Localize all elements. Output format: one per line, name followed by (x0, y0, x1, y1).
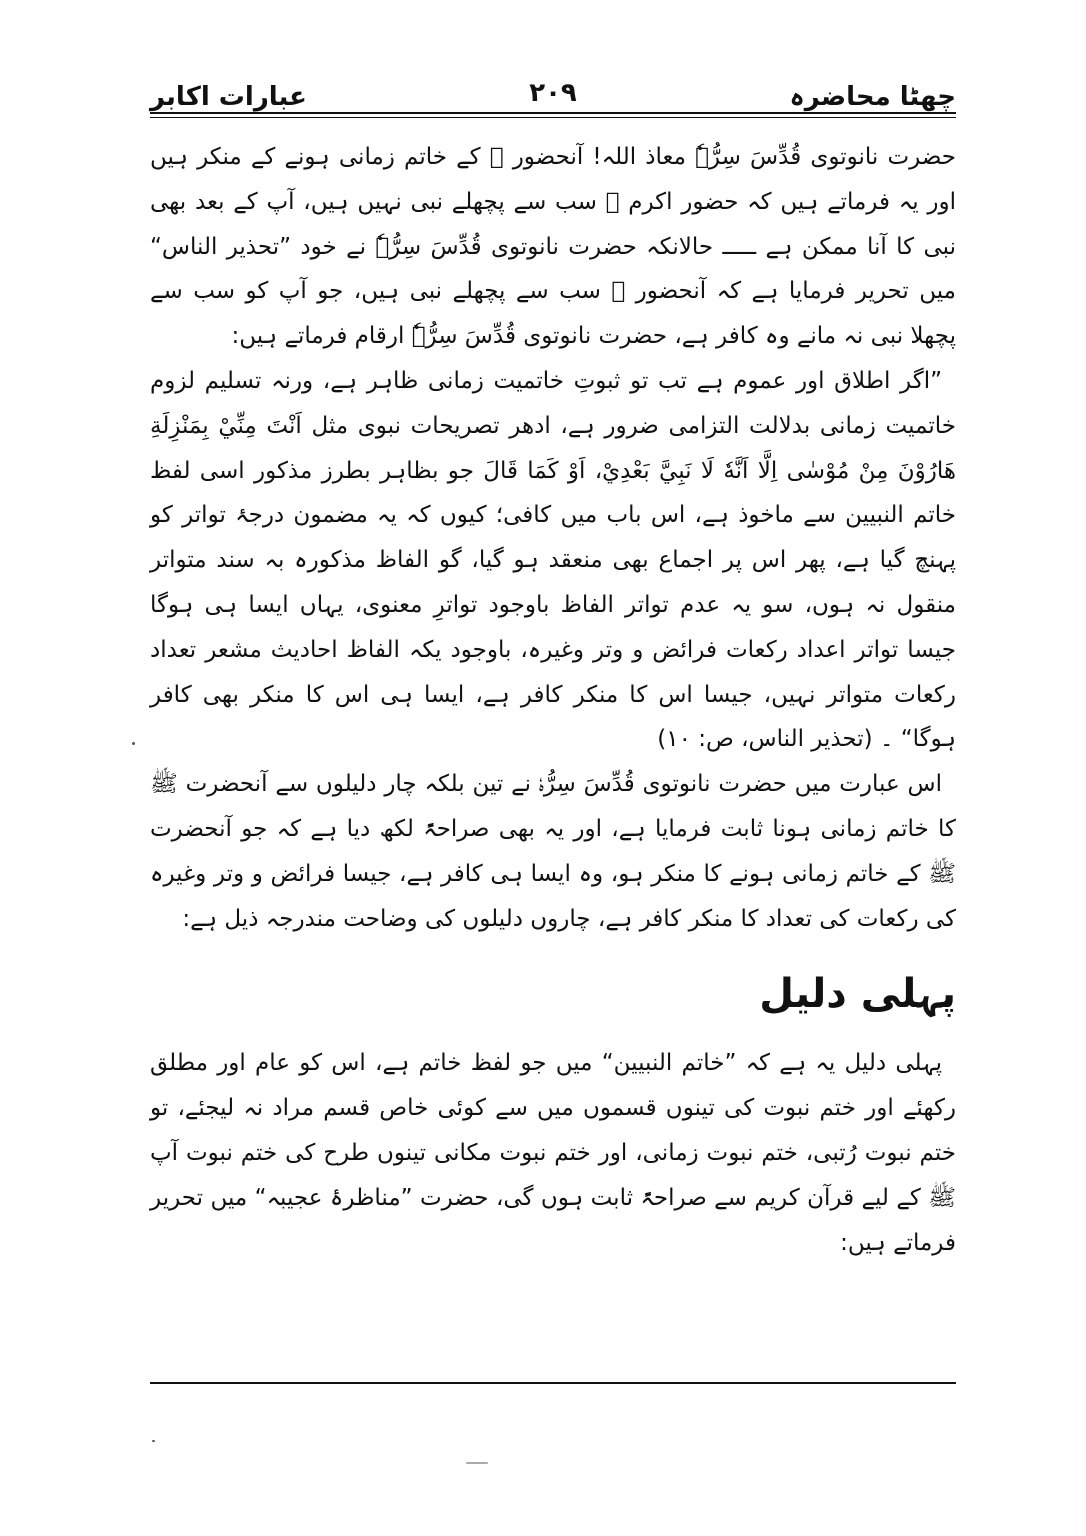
page-body (150, 135, 956, 1265)
scan-speck (466, 1462, 488, 1464)
section-paragraph: پہلی دلیل یہ ہے کہ ”خاتم النبیین“ میں جو لفظ خاتم ہے، اس کو عام اور مطلق رکھئے اور ختم نبوت کی تینوں قسموں میں سے کوئی خاص قسم مراد نہ لیجئے، تو ختم نبوت رُتبی، ختم نبوت زمانی، اور ختم نبوت مکانی تینوں طرح کی ختم نبوت آپ ﷺ کے لیے قرآن کریم سے صراحۃً ثابت ہوں گی، حضرت ”مناظرۂ عجیبہ“ میں تحریر فرماتے ہیں: (150, 1050, 956, 1256)
page-number: ۲۰۹ (529, 78, 577, 108)
explanation-paragraph: اس عبارت میں حضرت نانوتوی قُدِّسَ سِرُّہٗ نے تین بلکہ چار دلیلوں سے آنحضرت ﷺ کا خاتم زمانی ہونا ثابت فرمایا ہے، اور یہ بھی صراحۃً لکھ دیا ہے کہ جو آنحضرت ﷺ کے خاتم زمانی ہونے کا منکر ہو، وہ ایسا ہی کافر ہے، جیسا فرائض و وتر وغیرہ کی رکعات کی تعداد کا منکر کافر ہے، چاروں دلیلوں کی وضاحت مندرجہ ذیل ہے: (150, 771, 956, 932)
header-rule (150, 112, 956, 118)
scan-speck (152, 1440, 155, 1442)
book-title: عبارات اکابر (150, 82, 307, 112)
chapter-title: چھٹا محاضرہ (789, 82, 956, 112)
page-header (150, 62, 956, 112)
quotation-paragraph: ”اگر اطلاق اور عموم ہے تب تو ثبوتِ خاتمیت زمانی ظاہر ہے، ورنہ تسلیم لزوم خاتمیت زمانی بدلالت التزامی ضرور ہے، ادھر تصریحات نبوی مثل اَنْتَ مِنِّيْ بِمَنْزِلَةِ هَارُوْنَ مِنْ مُوْسٰى اِلَّا اَنَّهٗ لَا نَبِيَّ بَعْدِيْ، اَوْ كَمَا قَالَ جو بظاہر بطرز مذکور اسی لفظ خاتم النبیین سے ماخوذ ہے، اس باب میں کافی؛ کیوں کہ یہ مضمون درجۂ تواتر کو پہنچ گیا ہے، پھر اس پر اجماع بھی منعقد ہو گیا، گو الفاظ مذکورہ بہ سند متواتر منقول نہ ہوں، سو یہ عدم تواتر الفاظ باوجود تواترِ معنوی، یہاں ایسا ہی ہوگا جیسا تواتر اعداد رکعات فرائض و وتر وغیرہ، باوجود یکہ الفاظ احادیث مشعر تعداد رکعات متواتر نہیں، جیسا اس کا منکر کافر ہے، ایسا ہی اس کا منکر بھی کافر ہوگا“ ۔ (تحذیر الناس، ص: ۱۰) (150, 367, 956, 753)
section-heading: پہلی دلیل (759, 971, 956, 1018)
intro-paragraph: حضرت نانوتوی قُدِّسَ سِرُّہٗ معاذ اللہ! آنحضور ﷺ کے خاتم زمانی ہونے کے منکر ہیں اور یہ فرماتے ہیں کہ حضور اکرم ﷺ سب سے پچھلے نبی نہیں ہیں، آپ کے بعد بھی نبی کا آنا ممکن ہے ـــــ حالانکہ حضرت نانوتوی قُدِّسَ سِرُّہٗ نے خود ”تحذیر الناس“ میں تحریر فرمایا ہے کہ آنحضور ﷺ سب سے پچھلے نبی ہیں، جو آپ کو سب سے پچھلا نبی نہ مانے وہ کافر ہے، حضرت نانوتوی قُدِّسَ سِرُّہٗ ارقام فرماتے ہیں: (150, 144, 956, 350)
scan-speck (132, 742, 135, 745)
footer-rule (150, 1382, 956, 1384)
